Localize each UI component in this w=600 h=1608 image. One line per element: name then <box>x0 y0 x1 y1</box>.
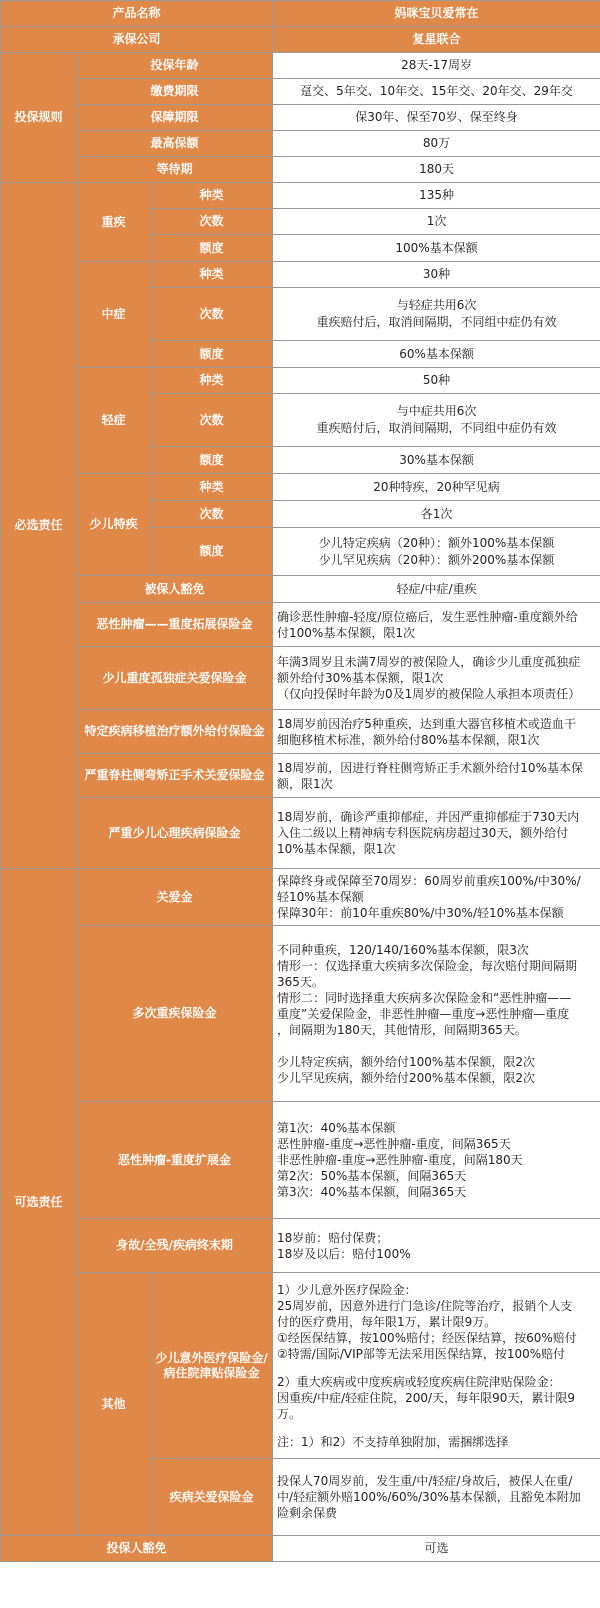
value-line: 第3次：40%基本保额，间隔365天 <box>277 1185 467 1199</box>
value-line: 细胞移植术标准，额外给付80%基本保额，限1次 <box>277 732 540 747</box>
required-group-label: 轻症 <box>77 368 151 474</box>
optional-row <box>1 869 600 926</box>
required-sub-value <box>273 394 600 447</box>
required-sub-value <box>273 235 600 262</box>
value-line: 18岁及以后：赔付100% <box>277 1246 411 1261</box>
value-line <box>277 1362 596 1374</box>
insurer-label: 承保公司 <box>1 27 273 53</box>
rule-value: 趸交、5年交、10年交、15年交、20年交、29年交 <box>273 79 600 105</box>
value-line: 第2次：50%基本保额，间隔365天 <box>277 1169 467 1183</box>
required-row <box>1 368 600 394</box>
value-line: ①经医保结算，按100%赔付；经医保结算，按60%赔付 <box>277 1330 577 1345</box>
value-line: 与中症共用6次 <box>396 404 477 418</box>
value-line: 135种 <box>419 188 454 202</box>
optional-value <box>273 1219 600 1273</box>
waiver-label: 被保人豁免 <box>77 576 273 603</box>
value-line: 投保人70周岁前，发生重/中/轻症/身故后，被保人在重/ <box>277 1474 573 1488</box>
extra-label: 恶性肿瘤——重度拓展保险金 <box>77 603 273 647</box>
required-sub-value <box>273 501 600 528</box>
value-line: 保障30年：前10年重疾80%/中30%/轻10%基本保额 <box>277 906 564 920</box>
insurer-value: 复星联合 <box>273 27 600 53</box>
value-line: 险剩余保费 <box>277 1506 338 1520</box>
optional-label: 恶性肿瘤-重度扩展金 <box>77 1102 273 1219</box>
product-name-value: 妈咪宝贝爱常在 <box>273 1 600 27</box>
rule-value: 28天-17周岁 <box>273 53 600 79</box>
optional-value <box>273 926 600 1102</box>
rules-row <box>1 131 600 157</box>
insurer-row <box>1 27 600 53</box>
policyholder-waiver-value: 可选 <box>273 1536 600 1562</box>
required-row <box>1 474 600 501</box>
required-sub-label: 种类 <box>151 368 273 394</box>
value-line: 保障终身或保障至70周岁：60周岁前重疾100%/中30%/ <box>277 874 581 888</box>
other-item-value <box>273 1459 600 1536</box>
rules-section-label: 投保规则 <box>1 53 77 183</box>
value-line <box>277 1038 596 1054</box>
rules-row <box>1 79 600 105</box>
value-line: 2）重大疾病或中度疾病或轻度疾病住院津贴保险金： <box>277 1374 561 1389</box>
value-line: 注：1）和2）不支持单独附加，需捆绑选择 <box>277 1434 509 1449</box>
value-line: 1次 <box>426 214 447 228</box>
required-sub-value <box>273 447 600 474</box>
value-line: 少儿罕见疾病（20种）：额外200%基本保额 <box>318 552 555 567</box>
value-line: 付100%基本保额，限1次 <box>277 625 415 640</box>
value-line: 1）少儿意外医疗保险金： <box>277 1282 417 1297</box>
required-sub-value <box>273 341 600 368</box>
required-extra-row <box>1 710 600 754</box>
value-line: 365天。 <box>277 974 324 989</box>
value-line: 情形二：同时选择重大疾病多次保险金和“恶性肿瘤—— <box>277 990 572 1005</box>
required-group-label: 重疾 <box>77 183 151 262</box>
value-line: 30种 <box>422 267 451 281</box>
required-extra-row <box>1 603 600 647</box>
extra-label: 少儿重度孤独症关爱保险金 <box>77 647 273 710</box>
value-line: 少儿特定疾病，额外给付100%基本保额，限2次 <box>277 1054 535 1069</box>
required-extra-row <box>1 754 600 798</box>
required-sub-label: 额度 <box>151 528 273 576</box>
rules-row <box>1 53 600 79</box>
required-extra-row <box>1 798 600 869</box>
rule-label: 最高保额 <box>77 131 273 157</box>
required-sub-label: 种类 <box>151 183 273 209</box>
optional-row <box>1 1219 600 1273</box>
value-line: 情形一：仅选择重大疾病多次保险金，每次赔付期间隔期 <box>277 958 578 973</box>
required-sub-label: 次数 <box>151 209 273 235</box>
optional-label: 身故/全残/疾病终末期 <box>77 1219 273 1273</box>
extra-value <box>273 710 600 754</box>
value-line: ②特需/国际/VIP部等无法采用医保结算，按100%赔付 <box>277 1346 566 1361</box>
optional-row <box>1 1102 600 1219</box>
required-row <box>1 183 600 209</box>
optional-section-label: 可选责任 <box>1 869 77 1536</box>
required-sub-value <box>273 368 600 394</box>
value-line: 18岁前：赔付保费； <box>277 1230 389 1245</box>
optional-row <box>1 926 600 1102</box>
value-line: 18周岁前因治疗5种重疾，达到重大器官移植术或造血干 <box>277 716 576 731</box>
required-sub-label: 额度 <box>151 447 273 474</box>
value-line: 额外给付30%基本保额，限1次 <box>277 671 444 685</box>
required-section-label: 必选责任 <box>1 183 77 869</box>
required-sub-value <box>273 183 600 209</box>
other-item-label: 疾病关爱保险金 <box>151 1459 273 1536</box>
value-line: 额，限1次 <box>277 776 333 791</box>
waiver-value: 轻症/中症/重疾 <box>273 576 600 603</box>
required-sub-label: 种类 <box>151 474 273 501</box>
value-line: 18周岁前，因进行脊柱侧弯矫正手术额外给付10%基本保 <box>277 760 583 775</box>
required-sub-value <box>273 262 600 288</box>
rules-row <box>1 157 600 183</box>
optional-label: 多次重疾保险金 <box>77 926 273 1102</box>
extra-value <box>273 647 600 710</box>
optional-label: 关爱金 <box>77 869 273 926</box>
value-line: 重疾赔付后，取消间隔期，不同组中症仍有效 <box>316 421 557 435</box>
required-sub-value <box>273 288 600 341</box>
required-sub-label: 次数 <box>151 501 273 528</box>
value-line: 恶性肿瘤-重度→恶性肿瘤-重度，间隔365天 <box>277 1137 511 1151</box>
value-line: 第1次：40%基本保额 <box>277 1121 396 1135</box>
value-line: 50种 <box>422 373 451 387</box>
required-sub-value <box>273 528 600 576</box>
required-group-label: 中症 <box>77 262 151 368</box>
rule-value: 180天 <box>273 157 600 183</box>
policyholder-waiver-label: 投保人豁免 <box>1 1536 273 1562</box>
required-sub-value <box>273 209 600 235</box>
optional-value <box>273 1102 600 1219</box>
value-line: 18周岁前，确诊严重抑郁症，并因严重抑郁症于730天内 <box>277 810 580 824</box>
optional-value <box>273 869 600 926</box>
required-row <box>1 262 600 288</box>
required-group-label: 少儿特疾 <box>77 474 151 576</box>
value-line: （仅向投保时年龄为0及1周岁的被保险人承担本项责任） <box>277 687 581 701</box>
waiver-row <box>1 576 600 603</box>
extra-value <box>273 754 600 798</box>
rules-row <box>1 105 600 131</box>
value-line: 少儿罕见疾病，额外给付200%基本保额，限2次 <box>277 1070 535 1085</box>
value-line: 付的医疗费用，每年限1万，累计限9万。 <box>277 1314 497 1329</box>
required-sub-label: 额度 <box>151 341 273 368</box>
extra-value <box>273 603 600 647</box>
value-line: 重疾赔付后，取消间隔期，不同组中症仍有效 <box>316 315 557 329</box>
required-sub-label: 次数 <box>151 394 273 447</box>
value-line <box>277 1422 596 1434</box>
rule-value: 保30年、保至70岁、保至终身 <box>273 105 600 131</box>
value-line: 10%基本保额，限1次 <box>277 842 396 856</box>
value-line: 100%基本保额 <box>395 240 478 255</box>
value-line: 中/轻症额外赔100%/60%/30%基本保额，且豁免本附加 <box>277 1490 581 1504</box>
value-line: 万。 <box>277 1406 302 1421</box>
required-extra-row <box>1 647 600 710</box>
value-line: 60%基本保额 <box>399 346 474 361</box>
value-line: 各1次 <box>420 506 453 521</box>
value-line: 30%基本保额 <box>399 452 474 467</box>
extra-label: 严重少儿心理疾病保险金 <box>77 798 273 869</box>
value-line: 入住二级以上精神病专科医院病房超过30天，额外给付 <box>277 826 569 840</box>
rule-label: 缴费期限 <box>77 79 273 105</box>
value-line: 重度”关爱保险金，非恶性肿瘤—重度→恶性肿瘤—重度 <box>277 1006 570 1021</box>
value-line: 因重疾/中症/轻症住院，200/天，每年限90天，累计限9 <box>277 1390 575 1405</box>
required-sub-value <box>273 474 600 501</box>
value-line: 年满3周岁且未满7周岁的被保险人，确诊少儿重度孤独症 <box>277 655 581 669</box>
value-line: 与轻症共用6次 <box>396 298 477 312</box>
required-sub-label: 次数 <box>151 288 273 341</box>
policyholder-waiver-row <box>1 1536 600 1562</box>
other-item-value <box>273 1273 600 1459</box>
value-line: 轻10%基本保额 <box>277 890 364 904</box>
required-sub-label: 额度 <box>151 235 273 262</box>
rule-label: 保障期限 <box>77 105 273 131</box>
value-line: 非恶性肿瘤-重度→恶性肿瘤-重度，间隔180天 <box>277 1153 523 1167</box>
rule-label: 投保年龄 <box>77 53 273 79</box>
extra-label: 特定疾病移植治疗额外给付保险金 <box>77 710 273 754</box>
value-line: ，间隔期为180天，其他情形，间隔期365天。 <box>277 1022 527 1037</box>
value-line: 确诊恶性肿瘤-轻度/原位癌后，发生恶性肿瘤-重度额外给 <box>277 609 578 624</box>
required-sub-label: 种类 <box>151 262 273 288</box>
other-label: 其他 <box>77 1273 151 1536</box>
extra-value <box>273 798 600 869</box>
rule-label: 等待期 <box>77 157 273 183</box>
value-line: 少儿特定疾病（20种）：额外100%基本保额 <box>318 535 555 550</box>
value-line: 25周岁前，因意外进行门急诊/住院等治疗，报销个人支 <box>277 1298 573 1313</box>
optional-other-row <box>1 1273 600 1459</box>
rule-value: 80万 <box>273 131 600 157</box>
product-name-row <box>1 1 600 27</box>
other-item-label: 少儿意外医疗保险金/病住院津贴保险金 <box>151 1273 273 1459</box>
value-line: 20种特疾，20种罕见病 <box>373 479 500 494</box>
extra-label: 严重脊柱侧弯矫正手术关爱保险金 <box>77 754 273 798</box>
value-line: 不同种重疾，120/140/160%基本保额，限3次 <box>277 942 529 957</box>
product-name-label: 产品名称 <box>1 1 273 27</box>
